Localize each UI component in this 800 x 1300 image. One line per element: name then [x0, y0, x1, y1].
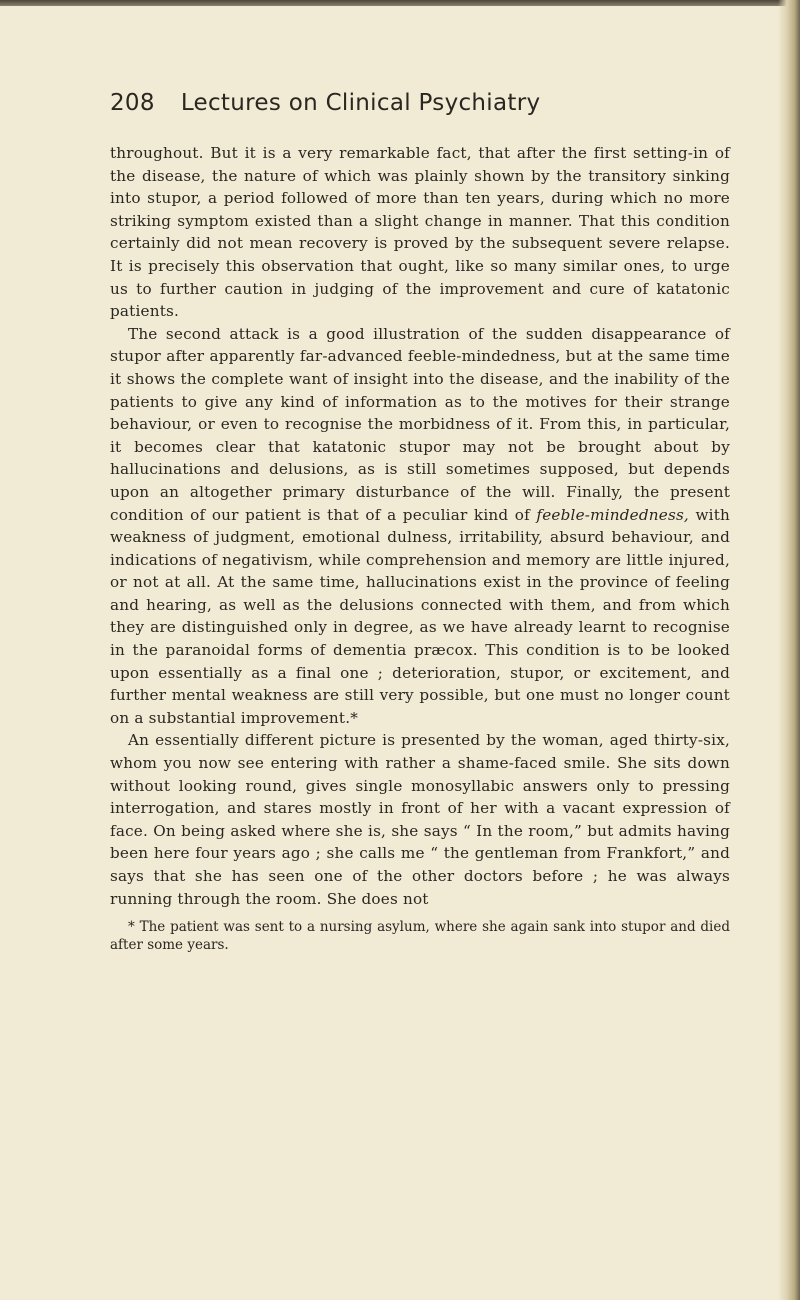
- paragraph-2-emphasis: feeble-mindedness,: [536, 505, 689, 524]
- footnote: * The patient was sent to a nursing asylum, where she again sank into stupor and died after some years.: [110, 919, 730, 954]
- book-page: [110, 90, 730, 968]
- paragraph-3: An essentially different picture is presented by the woman, aged thirty-six, whom you now see entering with rather a shame-faced smile. She sits down without looking round, gives single monosyllabic answers only to pressing interrogation, and stares mostly in front of her with a vacant expression of face. On being asked where she is, she says “ In the room,” but admits having been here four years ago ; she calls me “ the gentleman from Frankfort,” and says that she has seen one of the other doctors before ; he was always running through the room. She does not: [110, 731, 730, 908]
- running-header: [110, 90, 730, 130]
- paragraph-2-text-a: The second attack is a good illustration of the sudden disappearance of stupor after apparently far-advanced feeble-mindedness, but at the same time it shows the complete want of insight into the disease, and the inability of the patients to give any kind of information as to the motives for their strange behaviour, or even to recognise the morbidness of it. From this, in particular, it becomes clear that katatonic stupor may not be brought about by hallucinations and delusions, as is still sometimes supposed, but depends upon an altogether primary disturbance of the will. Finally, the present condition of our patient is that of a peculiar kind of: [110, 324, 730, 524]
- running-title: Lectures on Clinical Psychiatry: [180, 90, 541, 116]
- paragraph-1: throughout. But it is a very remarkable fact, that after the first setting-in of the disease, the nature of which was plainly shown by the transitory sinking into stupor, a period followed of more than ten years, during which no more striking symptom existed than a slight change in manner. That this condition certainly did not mean recovery is proved by the subsequent severe relapse. It is precisely this observation that ought, like so many similar ones, to urge us to further caution in judging of the improvement and cure of katatonic patients.: [110, 144, 730, 321]
- page-edge-shadow: [778, 0, 800, 1300]
- body-text: [110, 142, 730, 910]
- top-edge-shadow: [0, 0, 800, 6]
- paragraph-2-text-b: with weakness of judgment, emotional dulness, irritability, absurd behaviour, and indications of negativism, while comprehension and memory are little injured, or not at all. At the same time, hallucinations exist in the province of feeling and hearing, as well as the delusions connected with them, and from which they are distinguished only in degree, as we have already learnt to recognise in the paranoidal forms of dementia præcox. This condition is to be looked upon essentially as a final one ; deterioration, stupor, or excitement, and further mental weakness are still very possible, but one must no longer count on a substantial improvement.*: [110, 505, 730, 727]
- paragraph-2: [110, 323, 730, 730]
- page-number: 208: [110, 90, 155, 116]
